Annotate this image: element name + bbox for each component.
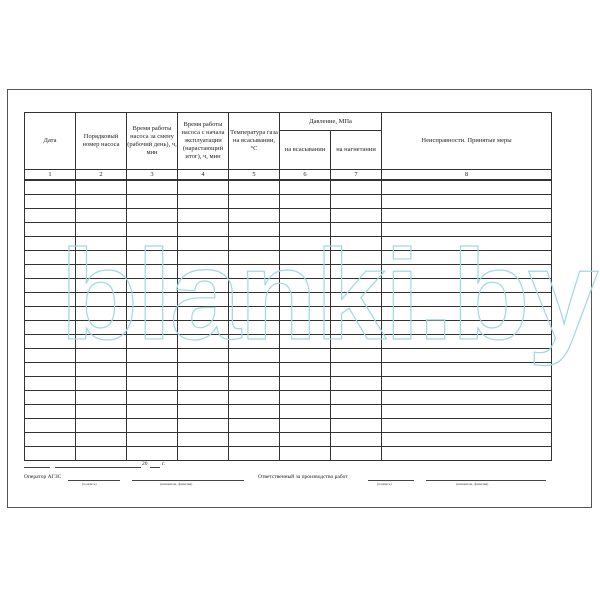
table-cell[interactable]: [127, 237, 178, 251]
table-cell[interactable]: [178, 447, 229, 461]
table-cell[interactable]: [229, 195, 280, 209]
table-cell[interactable]: [331, 363, 382, 377]
table-cell[interactable]: [76, 307, 127, 321]
column-number: 7: [331, 170, 382, 181]
table-cell[interactable]: [25, 293, 76, 307]
operator-name-hint: (инициалы, фамилия): [160, 482, 193, 486]
table-cell[interactable]: [25, 447, 76, 461]
table-cell[interactable]: [76, 279, 127, 293]
table-cell[interactable]: [280, 279, 331, 293]
table-cell[interactable]: [76, 335, 127, 349]
table-cell[interactable]: [331, 335, 382, 349]
table-cell[interactable]: [127, 405, 178, 419]
table-cell[interactable]: [25, 349, 76, 363]
table-cell[interactable]: [280, 237, 331, 251]
table-cell[interactable]: [76, 265, 127, 279]
table-cell[interactable]: [76, 349, 127, 363]
table-cell[interactable]: [178, 279, 229, 293]
table-cell[interactable]: [178, 209, 229, 223]
column-number: 6: [280, 170, 331, 181]
table-cell[interactable]: [229, 293, 280, 307]
operator-label: Оператор АГЗС: [24, 474, 62, 480]
table-cell[interactable]: [127, 223, 178, 237]
table-cell[interactable]: [229, 209, 280, 223]
table-row: [25, 419, 552, 433]
table-cell[interactable]: [25, 209, 76, 223]
table-row: [25, 195, 552, 209]
table-cell[interactable]: [280, 195, 331, 209]
table-row: [25, 363, 552, 377]
header-pressure-discharge: на нагнетании: [331, 131, 382, 170]
header-pressure: Давление, МПа: [280, 113, 382, 131]
table-cell[interactable]: [229, 180, 280, 195]
table-cell[interactable]: [178, 237, 229, 251]
header-shift-time: Время работы насоса за смену (рабочий день), ч, мин: [127, 113, 178, 170]
operator-signature-hint: (подпись): [82, 482, 97, 486]
table-row: [25, 391, 552, 405]
table-row: [25, 209, 552, 223]
table-row: [25, 237, 552, 251]
column-number: 8: [382, 170, 552, 181]
table-cell[interactable]: [178, 195, 229, 209]
table-cell[interactable]: [331, 293, 382, 307]
table-cell[interactable]: [76, 293, 127, 307]
table-cell[interactable]: [178, 335, 229, 349]
table-cell[interactable]: [280, 180, 331, 195]
table-cell[interactable]: [229, 335, 280, 349]
table-cell[interactable]: [331, 209, 382, 223]
table-row: [25, 279, 552, 293]
table-cell[interactable]: [127, 447, 178, 461]
table-cell[interactable]: [331, 433, 382, 447]
table-cell[interactable]: [382, 195, 552, 209]
table-row: [25, 405, 552, 419]
table-cell[interactable]: [25, 237, 76, 251]
table-row: [25, 349, 552, 363]
header-pump-number: Порядковый номер насоса: [76, 113, 127, 170]
table-cell[interactable]: [25, 363, 76, 377]
header-faults: Неисправности. Принятые меры: [382, 113, 552, 170]
table-cell[interactable]: [127, 419, 178, 433]
table-cell[interactable]: [382, 419, 552, 433]
table-cell[interactable]: [280, 405, 331, 419]
table-cell[interactable]: [331, 180, 382, 195]
table-cell[interactable]: [25, 265, 76, 279]
table-cell[interactable]: [25, 307, 76, 321]
table-cell[interactable]: [382, 251, 552, 265]
table-cell[interactable]: [382, 433, 552, 447]
table-cell[interactable]: [76, 363, 127, 377]
table-cell[interactable]: [25, 391, 76, 405]
table-cell[interactable]: [127, 265, 178, 279]
header-date: Дата: [25, 113, 76, 170]
table-cell[interactable]: [280, 307, 331, 321]
table-cell[interactable]: [280, 265, 331, 279]
table-cell[interactable]: [331, 307, 382, 321]
table-cell[interactable]: [331, 419, 382, 433]
table-cell[interactable]: [280, 447, 331, 461]
table-cell[interactable]: [229, 363, 280, 377]
table-cell[interactable]: [280, 335, 331, 349]
table-row: [25, 433, 552, 447]
table-cell[interactable]: [127, 363, 178, 377]
table-cell[interactable]: [25, 223, 76, 237]
table-cell[interactable]: [382, 265, 552, 279]
table-cell[interactable]: [229, 419, 280, 433]
table-row: [25, 307, 552, 321]
table-cell[interactable]: [280, 433, 331, 447]
table-row: [25, 180, 552, 195]
table-cell[interactable]: [280, 377, 331, 391]
table-cell[interactable]: [76, 321, 127, 335]
table-cell[interactable]: [280, 349, 331, 363]
table-cell[interactable]: [178, 377, 229, 391]
table-cell[interactable]: [178, 265, 229, 279]
pump-log-table: [24, 112, 552, 461]
table-cell[interactable]: [280, 419, 331, 433]
table-cell[interactable]: [127, 335, 178, 349]
table-row: [25, 335, 552, 349]
table-cell[interactable]: [178, 223, 229, 237]
table-row: [25, 321, 552, 335]
table-row: [25, 377, 552, 391]
table-cell[interactable]: [382, 447, 552, 461]
table-cell[interactable]: [76, 180, 127, 195]
table-cell[interactable]: [229, 405, 280, 419]
header-pressure-suction: на всасывании: [280, 131, 331, 170]
table-cell[interactable]: [280, 293, 331, 307]
table-cell[interactable]: [331, 265, 382, 279]
table-cell[interactable]: [382, 349, 552, 363]
table-cell[interactable]: [127, 433, 178, 447]
table-cell[interactable]: [76, 223, 127, 237]
table-cell[interactable]: [280, 363, 331, 377]
table-cell[interactable]: [229, 391, 280, 405]
table-cell[interactable]: [280, 251, 331, 265]
table-cell[interactable]: [382, 223, 552, 237]
table-cell[interactable]: [382, 237, 552, 251]
table-cell[interactable]: [229, 223, 280, 237]
table-cell[interactable]: [178, 307, 229, 321]
table-cell[interactable]: [25, 405, 76, 419]
table-cell[interactable]: [178, 321, 229, 335]
table-cell[interactable]: [178, 349, 229, 363]
table-cell[interactable]: [229, 447, 280, 461]
table-row: [25, 293, 552, 307]
table-cell[interactable]: [229, 321, 280, 335]
table-cell[interactable]: [127, 307, 178, 321]
table-cell[interactable]: [25, 195, 76, 209]
table-cell[interactable]: [178, 180, 229, 195]
column-number: 3: [127, 170, 178, 181]
table-cell[interactable]: [331, 251, 382, 265]
table-cell[interactable]: [25, 419, 76, 433]
table-cell[interactable]: [331, 391, 382, 405]
table-cell[interactable]: [127, 349, 178, 363]
table-row: [25, 251, 552, 265]
table-cell[interactable]: [25, 321, 76, 335]
table-cell[interactable]: [76, 237, 127, 251]
table-cell[interactable]: [382, 377, 552, 391]
table-cell[interactable]: [229, 349, 280, 363]
table-cell[interactable]: [178, 251, 229, 265]
table-cell[interactable]: [331, 237, 382, 251]
table-cell[interactable]: [280, 321, 331, 335]
table-cell[interactable]: [280, 223, 331, 237]
table-cell[interactable]: [25, 180, 76, 195]
table-cell[interactable]: [127, 377, 178, 391]
column-number: 5: [229, 170, 280, 181]
table-cell[interactable]: [76, 405, 127, 419]
table-cell[interactable]: [229, 279, 280, 293]
table-cell[interactable]: [382, 405, 552, 419]
table-cell[interactable]: [127, 180, 178, 195]
responsible-signature-hint: (подпись): [377, 482, 392, 486]
table-row: [25, 223, 552, 237]
table-cell[interactable]: [331, 405, 382, 419]
table-cell[interactable]: [127, 251, 178, 265]
table-cell[interactable]: [178, 405, 229, 419]
table-cell[interactable]: [382, 391, 552, 405]
table-cell[interactable]: [331, 377, 382, 391]
table-cell[interactable]: [382, 307, 552, 321]
header-total-time: Время работы насоса с начала эксплуатации (нарастающий итог), ч, мин: [178, 113, 229, 170]
table-cell[interactable]: [25, 279, 76, 293]
table-cell[interactable]: [127, 391, 178, 405]
table-cell[interactable]: [178, 391, 229, 405]
table-cell[interactable]: [229, 307, 280, 321]
table-cell[interactable]: [382, 209, 552, 223]
table-cell[interactable]: [331, 195, 382, 209]
table-cell[interactable]: [331, 223, 382, 237]
table-cell[interactable]: [229, 251, 280, 265]
column-number: 1: [25, 170, 76, 181]
table-cell[interactable]: [331, 349, 382, 363]
table-cell[interactable]: [178, 433, 229, 447]
column-number: 2: [76, 170, 127, 181]
table-cell[interactable]: [178, 293, 229, 307]
table-cell[interactable]: [229, 377, 280, 391]
table-cell[interactable]: [331, 279, 382, 293]
table-cell[interactable]: [25, 251, 76, 265]
table-cell[interactable]: [331, 447, 382, 461]
table-cell[interactable]: [76, 419, 127, 433]
table-cell[interactable]: [178, 363, 229, 377]
table-cell[interactable]: [25, 335, 76, 349]
table-cell[interactable]: [280, 391, 331, 405]
date-year-suffix: г.: [162, 461, 166, 467]
table-cell[interactable]: [25, 377, 76, 391]
table-cell[interactable]: [76, 209, 127, 223]
table-cell[interactable]: [178, 419, 229, 433]
table-cell[interactable]: [382, 335, 552, 349]
table-cell[interactable]: [76, 447, 127, 461]
table-cell[interactable]: [382, 363, 552, 377]
table-cell[interactable]: [76, 433, 127, 447]
header-temperature: Температура газа на всасывании, °С: [229, 113, 280, 170]
table-cell[interactable]: [127, 293, 178, 307]
table-cell[interactable]: [382, 180, 552, 195]
table-cell[interactable]: [382, 279, 552, 293]
table-cell[interactable]: [25, 433, 76, 447]
column-number: 4: [178, 170, 229, 181]
table-cell[interactable]: [382, 321, 552, 335]
column-number-row: [25, 170, 552, 181]
table-cell[interactable]: [229, 433, 280, 447]
table-cell[interactable]: [127, 209, 178, 223]
table-row: [25, 265, 552, 279]
table-cell[interactable]: [76, 195, 127, 209]
date-year-prefix: 20: [142, 461, 148, 467]
table-cell[interactable]: [76, 377, 127, 391]
table-cell[interactable]: [127, 279, 178, 293]
table-cell[interactable]: [76, 391, 127, 405]
table-cell[interactable]: [331, 321, 382, 335]
table-cell[interactable]: [229, 237, 280, 251]
responsible-name-hint: (инициалы, фамилия): [456, 482, 489, 486]
table-row: [25, 447, 552, 461]
table-cell[interactable]: [280, 209, 331, 223]
table-cell[interactable]: [229, 265, 280, 279]
table-cell[interactable]: [127, 321, 178, 335]
table-cell[interactable]: [127, 195, 178, 209]
table-cell[interactable]: [382, 293, 552, 307]
responsible-label: Ответственный за производство работ: [258, 474, 348, 480]
table-cell[interactable]: [76, 251, 127, 265]
